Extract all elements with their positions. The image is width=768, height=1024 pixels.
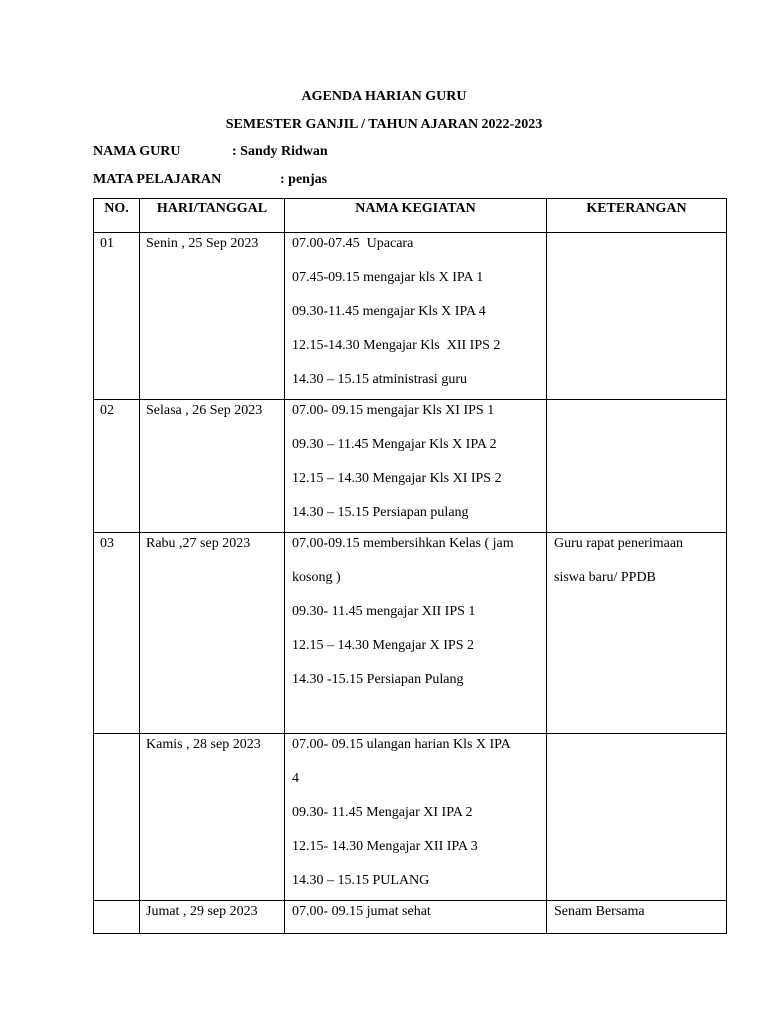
row-day: Rabu ,27 sep 2023: [146, 536, 251, 551]
row-no-cell: [94, 734, 140, 901]
table-row: [94, 533, 727, 734]
document-title: AGENDA HARIAN GURU: [301, 89, 467, 104]
activity-line: 07.00- 09.15 ulangan harian Kls X IPA: [292, 737, 511, 752]
activity-line: 07.00-07.45 Upacara: [292, 236, 414, 251]
row-activity-cell: [285, 533, 547, 734]
agenda-table: [93, 198, 727, 934]
row-no-cell: [94, 400, 140, 533]
row-no: [94, 901, 139, 903]
row-no: 01: [100, 236, 114, 251]
note-line: Guru rapat penerimaan: [554, 536, 684, 551]
row-notes-cell: [547, 734, 727, 901]
row-day: Selasa , 26 Sep 2023: [146, 403, 263, 418]
row-no: 03: [100, 536, 114, 551]
activity-line: 07.45-09.15 mengajar kls X IPA 1: [292, 270, 484, 285]
activity-line: 09.30 – 11.45 Mengajar Kls X IPA 2: [292, 437, 497, 452]
activity-line: 12.15-14.30 Mengajar Kls XII IPS 2: [292, 338, 501, 353]
activity-line: 14.30 -15.15 Persiapan Pulang: [292, 672, 464, 687]
activity-line: 07.00-09.15 membersihkan Kelas ( jam: [292, 536, 514, 551]
row-day-cell: [140, 734, 285, 901]
header-notes: KETERANGAN: [547, 199, 727, 233]
subject-label: MATA PELAJARAN: [93, 172, 222, 187]
table-row: [94, 400, 727, 533]
table-row: [94, 734, 727, 901]
subject-value: : penjas: [280, 172, 328, 187]
note-line: Senam Bersama: [554, 904, 645, 919]
subject-info: [93, 171, 327, 189]
activity-line: 09.30- 11.45 Mengajar XI IPA 2: [292, 805, 473, 820]
row-notes-cell: [547, 533, 727, 734]
row-activity-cell: [285, 400, 547, 533]
activity-line: 07.00- 09.15 mengajar Kls XI IPS 1: [292, 403, 495, 418]
row-day-cell: [140, 533, 285, 734]
activity-line: 14.30 – 15.15 atministrasi guru: [292, 372, 467, 387]
row-activity-cell: [285, 734, 547, 901]
header-day: HARI/TANGGAL: [140, 199, 285, 233]
activity-line: 14.30 – 15.15 Persiapan pulang: [292, 505, 469, 520]
header-activity: NAMA KEGIATAN: [285, 199, 547, 233]
row-day: Jumat , 29 sep 2023: [146, 904, 258, 919]
row-no: [94, 734, 139, 736]
activity-line: 4: [292, 771, 299, 786]
table-row: [94, 901, 727, 934]
teacher-label: NAMA GURU: [93, 144, 181, 159]
row-activity-cell: [285, 901, 547, 934]
row-day-cell: [140, 901, 285, 934]
header-no: NO.: [94, 199, 140, 233]
teacher-value: : Sandy Ridwan: [232, 144, 328, 159]
row-no: 02: [100, 403, 114, 418]
activity-line: 12.15- 14.30 Mengajar XII IPA 3: [292, 839, 478, 854]
row-activity-cell: [285, 233, 547, 400]
activity-line: 12.15 – 14.30 Mengajar X IPS 2: [292, 638, 474, 653]
row-notes-cell: [547, 233, 727, 400]
row-day-cell: [140, 233, 285, 400]
row-day-cell: [140, 400, 285, 533]
row-day: Kamis , 28 sep 2023: [146, 737, 261, 752]
teacher-info: [93, 143, 328, 161]
document-subtitle: SEMESTER GANJIL / TAHUN AJARAN 2022-2023: [225, 117, 543, 132]
activity-line: kosong ): [292, 570, 341, 585]
row-notes-cell: [547, 901, 727, 934]
activity-line: 09.30-11.45 mengajar Kls X IPA 4: [292, 304, 486, 319]
row-day: Senin , 25 Sep 2023: [146, 236, 259, 251]
note-line: siswa baru/ PPDB: [554, 570, 656, 585]
row-no-cell: [94, 233, 140, 400]
row-no-cell: [94, 533, 140, 734]
table-header-row: [94, 199, 727, 233]
activity-line: 12.15 – 14.30 Mengajar Kls XI IPS 2: [292, 471, 502, 486]
activity-line: 09.30- 11.45 mengajar XII IPS 1: [292, 604, 476, 619]
activity-line: 07.00- 09.15 jumat sehat: [292, 904, 431, 919]
table-row: [94, 233, 727, 400]
row-no-cell: [94, 901, 140, 934]
row-notes-cell: [547, 400, 727, 533]
activity-line: 14.30 – 15.15 PULANG: [292, 873, 430, 888]
